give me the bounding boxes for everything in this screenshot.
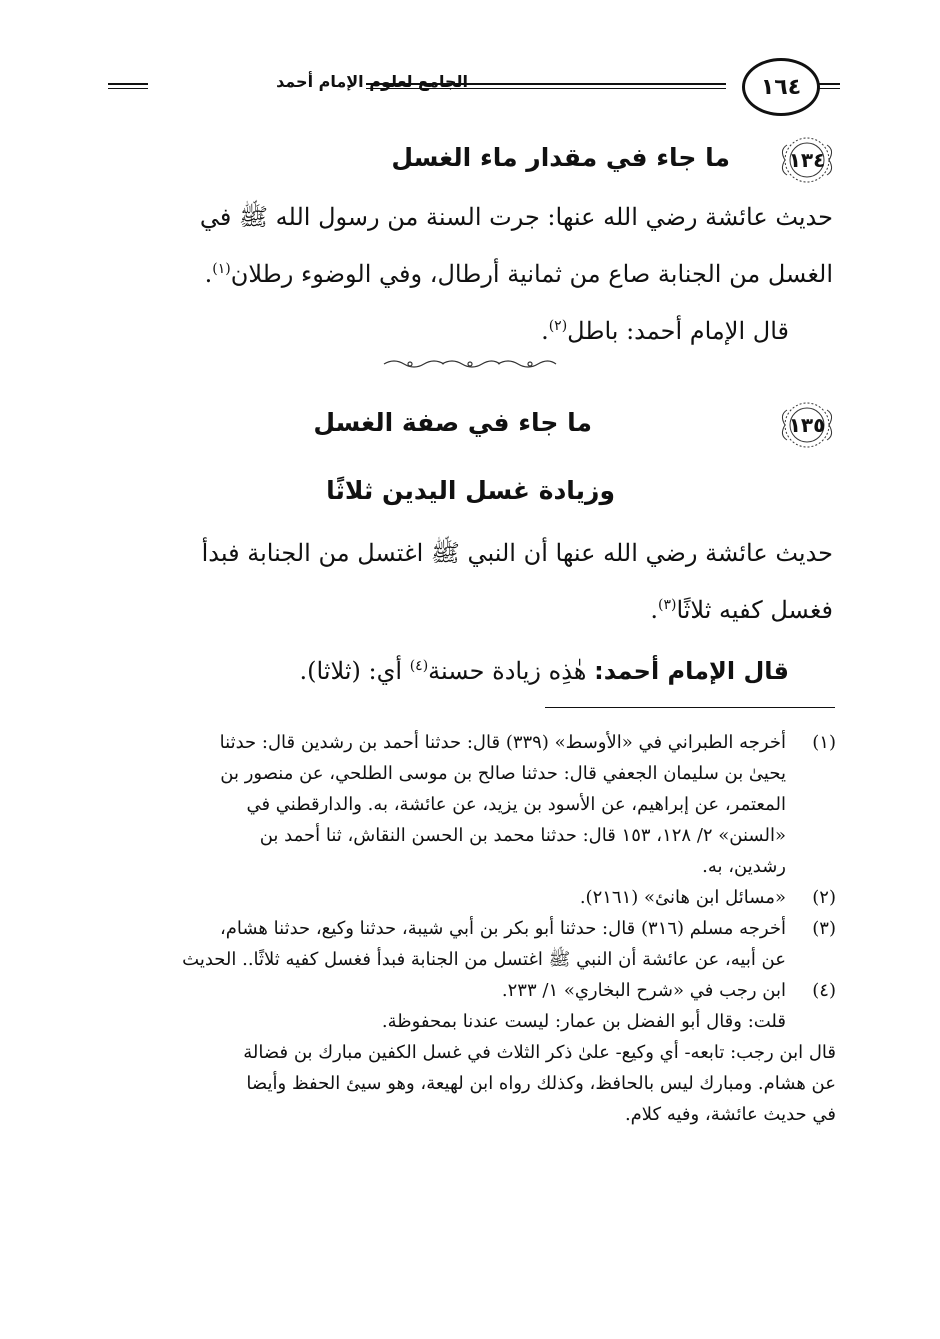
footnote-line: عن أبيه، عن عائشة أن النبي ﷺ اغتسل من الجنابة فبدأ فغسل كفيه ثلاثًا.. الحديث: [182, 949, 786, 970]
imam-statement: قال الإمام أحمد: باطل$^{(٢)}$.: [541, 317, 789, 345]
footnote-separator: [545, 707, 835, 708]
section-subtitle: وزيادة غسل اليدين ثلاثًا: [326, 476, 615, 505]
footnote-line: عن هشام. ومبارك ليس بالحافظ، وكذلك رواه ابن لهيعة، وهو سيئ الحفظ وأيضا: [246, 1073, 836, 1094]
footnote-number: (١): [812, 732, 836, 753]
section-number: ١٣٤: [788, 148, 826, 172]
running-header: [108, 52, 840, 124]
body-line: حديث عائشة رضي الله عنها: جرت السنة من رسول الله ﷺ في: [199, 203, 833, 231]
body-line: الغسل من الجنابة صاع من ثمانية أرطال، وفي الوضوء رطلان$^{(١)}$.: [204, 260, 833, 288]
footnote-1: [108, 727, 836, 882]
section-number-rosette: [775, 400, 839, 450]
footnote-ref[interactable]: (١): [212, 261, 231, 277]
footnote-3: [108, 913, 836, 975]
footnote-line: المعتمر، عن إبراهيم، عن الأسود بن يزيد، عن عائشة، به. والدارقطني في: [246, 794, 786, 815]
footnote-line: أخرجه مسلم (٣١٦) قال: حدثنا أبو بكر بن أبي شيبة، حدثنا وكيع، حدثنا هشام،: [219, 918, 786, 939]
footnote-line: ابن رجب في «شرح البخاري» ١/ ٢٣٣.: [501, 980, 786, 1001]
imam-statement: قال الإمام أحمد: هٰذِه زيادة حسنة$^{(٤)}$ أي: (ثلاثا).: [299, 657, 789, 685]
body-line: حديث عائشة رضي الله عنها أن النبي ﷺ اغتسل من الجنابة فبدأ: [201, 539, 833, 567]
footnote-line: أخرجه الطبراني في «الأوسط» (٣٣٩) قال: حدثنا أحمد بن رشدين قال: حدثنا: [219, 732, 786, 753]
body-line: فغسل كفيه ثلاثًا$^{(٣)}$.: [650, 596, 833, 624]
footnote-4-continuation: [108, 1037, 836, 1130]
footnote-number: (٣): [812, 918, 836, 939]
ornamental-divider-icon: [380, 357, 560, 371]
section-number-rosette: [775, 135, 839, 185]
footnote-2: [108, 882, 836, 913]
footnote-line: في حديث عائشة، وفيه كلام.: [624, 1104, 836, 1125]
section-135-body: [108, 527, 833, 697]
footnote-4: [108, 975, 836, 1037]
footnote-line: قلت: وقال أبو الفضل بن عمار: ليست عندنا بمحفوظة.: [381, 1011, 786, 1032]
footnote-ref[interactable]: (٢): [548, 318, 568, 334]
book-title: الجامع لعلوم الإمام أحمد: [276, 72, 468, 91]
footnote-line: يحيىٰ بن سليمان الجعفي قال: حدثنا صالح بن موسى الطلحي، عن منصور بن: [220, 763, 786, 784]
page-number: ١٦٤: [742, 58, 820, 116]
section-134-body: [108, 191, 833, 357]
footnote-ref[interactable]: (٤): [409, 658, 429, 674]
footnote-ref[interactable]: (٣): [657, 597, 677, 613]
footnote-line: «السنن» ٢/ ١٢٨، ١٥٣ قال: حدثنا محمد بن الحسن النقاش، ثنا أحمد بن: [259, 825, 786, 846]
footnote-line: قال ابن رجب: تابعه- أي وكيع- علىٰ ذكر الثلاث في غسل الكفين مبارك بن فضالة: [243, 1042, 836, 1063]
footnote-line: «مسائل ابن هانئ» (٢١٦١).: [579, 887, 786, 908]
footnote-number: (٤): [812, 980, 836, 1001]
footnote-number: (٢): [812, 887, 836, 908]
section-title: ما جاء في صفة الغسل: [313, 408, 592, 437]
footnotes: [108, 727, 836, 1130]
section-number: ١٣٥: [788, 413, 826, 437]
section-title: ما جاء في مقدار ماء الغسل: [391, 143, 730, 172]
footnote-line: رشدين، به.: [702, 856, 786, 877]
header-rule-left: [108, 83, 148, 85]
